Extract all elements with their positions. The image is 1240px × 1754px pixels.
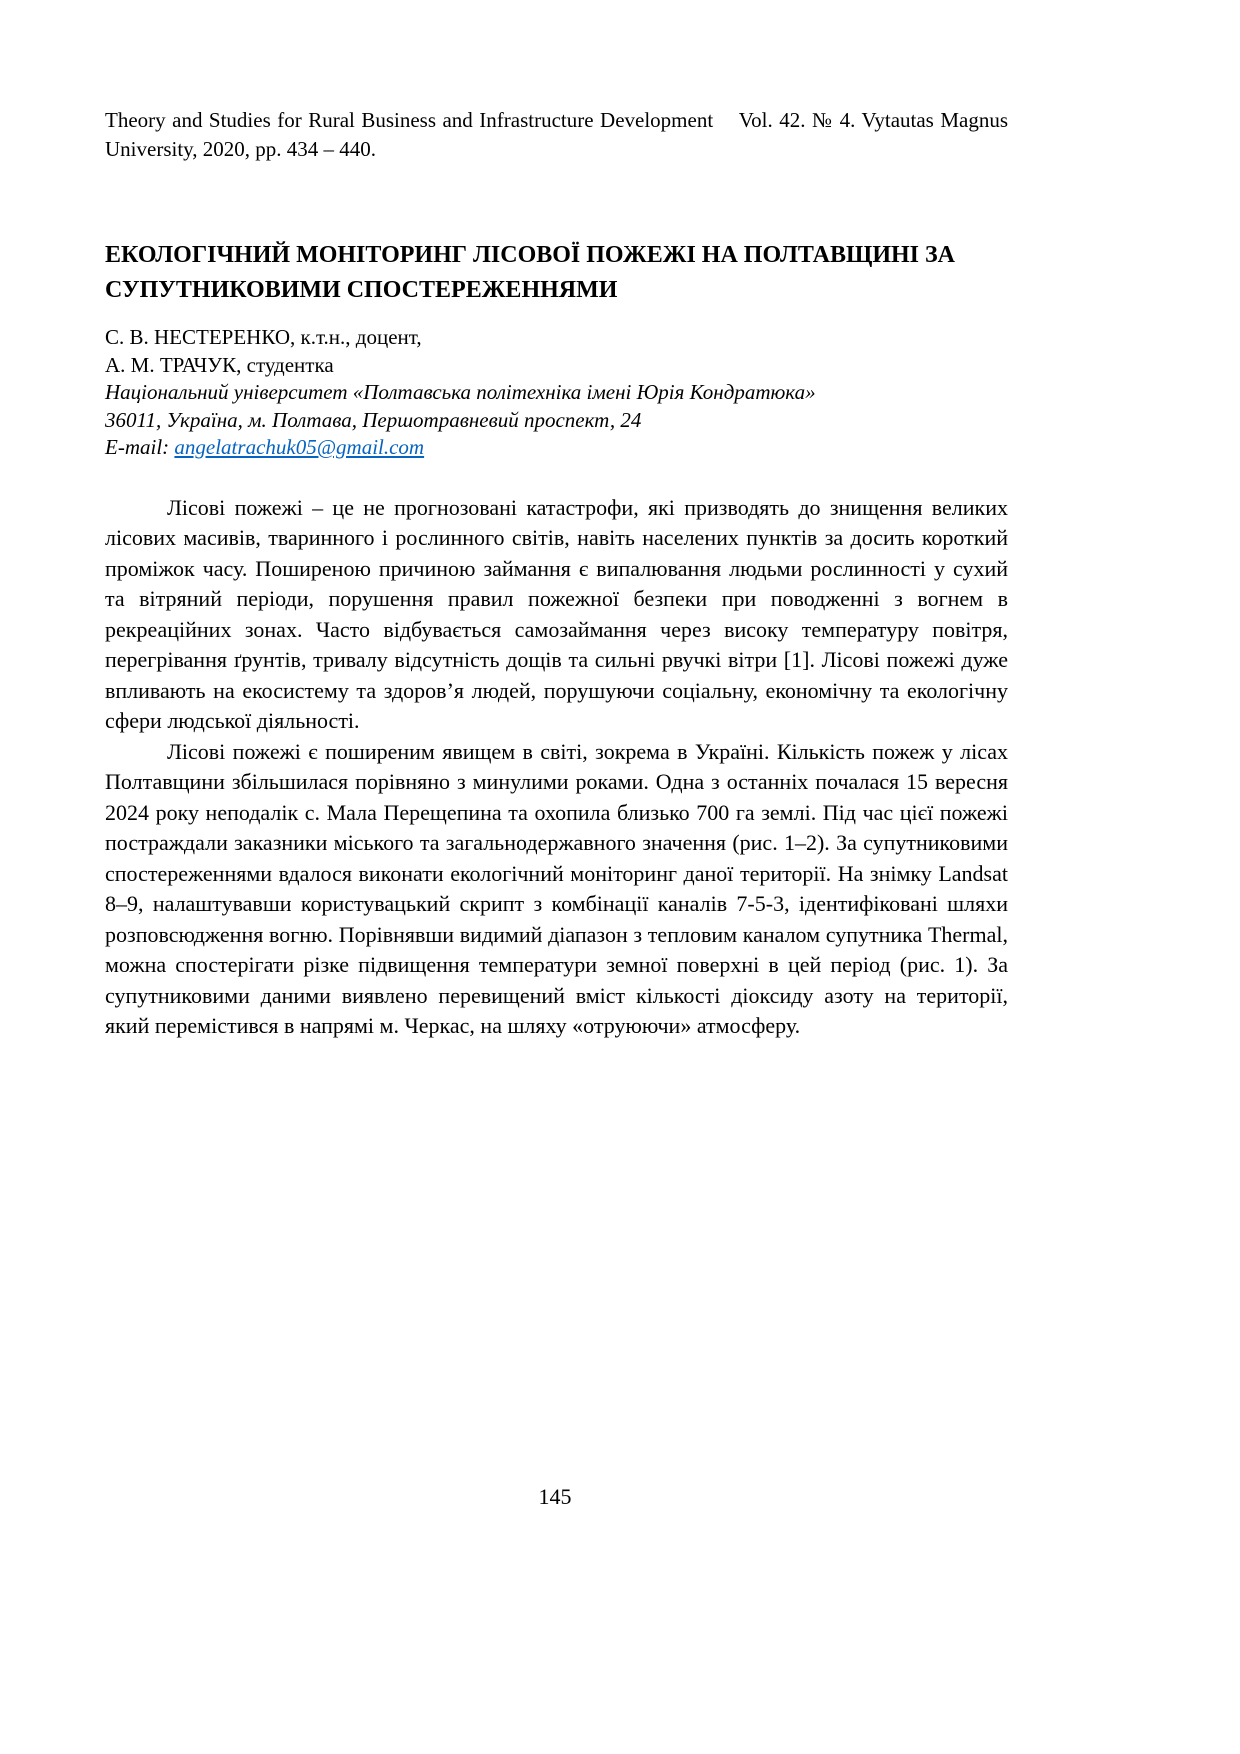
email-label: E-mail: [105, 435, 175, 459]
author-line-2: А. М. ТРАЧУК, студентка [105, 352, 334, 377]
journal-citation: Theory and Studies for Rural Business and Infrastructure Development Vol. 42. № 4. Vytautas Magnus University, 2020, pp. 434 – 440. [105, 108, 1008, 161]
author-line-1: С. В. НЕСТЕРЕНКО, к.т.н., доцент, [105, 325, 422, 349]
address: 36011, Україна, м. Полтава, Першотравневий проспект, 24 [105, 407, 642, 432]
paragraph-1: Лісові пожежі – це не прогнозовані катастрофи, які призводять до знищення великих лісових масивів, тваринного і рослинного світів, навіть населених пунктів за досить короткий проміжок часу. Поширеною причиною займання є випалювання людьми рослинності у сухий та вітряний періоди, порушення правил пожежної безпеки при поводженні з вогнем в рекреаційних зонах. Часто відбувається самозаймання через високу температуру повітря, перегрівання ґрунтів, тривалу відсутність дощів та сильні рвучкі вітри [1]. Лісові пожежі дуже впливають на екосистему та здоров’я людей, порушуючи соціальну, економічну та екологічну сфери людської діяльності. [105, 494, 1008, 733]
article-title: ЕКОЛОГІЧНИЙ МОНІТОРИНГ ЛІСОВОЇ ПОЖЕЖІ НА ПОЛТАВЩИНІ ЗА СУПУТНИКОВИМИ СПОСТЕРЕЖЕННЯМИ [105, 242, 956, 303]
email-line [105, 434, 1008, 462]
authors-block [105, 324, 1008, 462]
email-link[interactable]: angelatrachuk05@gmail.com [174, 435, 425, 459]
paragraph-2: Лісові пожежі є поширеним явищем в світі, зокрема в Україні. Кількість пожеж у лісах Полтавщини збільшилася порівняно з минулими роками. Одна з останніх почалася 15 вересня 2024 року неподалік с. Мала Перещепина та охопила близько 700 га землі. Під час цієї пожежі постраждали заказники міського та загальнодержавного значення (рис. 1–2). За супутниковими спостереженнями вдалося виконати екологічний моніторинг даної території. На знімку Landsat 8–9, налаштувавши користувацький скрипт з комбінації каналів 7-5-3, ідентифіковані шляхи розповсюдження вогню. Порівнявши видимий діапазон з тепловим каналом супутника Thermal, можна спостерігати різке підвищення температури земної поверхні в цей період (рис. 1). За супутниковими даними виявлено перевищений вміст кількості діоксиду азоту на території, який перемістився в напрямі м. Черкас, на шляху «отруюючи» атмосферу. [105, 738, 1008, 1038]
affiliation: Національний університет «Полтавська політехніка імені Юрія Кондратюка» [105, 380, 816, 404]
journal-header [105, 106, 1008, 164]
article-body [105, 493, 1008, 1042]
page-number: 145 [538, 1484, 572, 1509]
